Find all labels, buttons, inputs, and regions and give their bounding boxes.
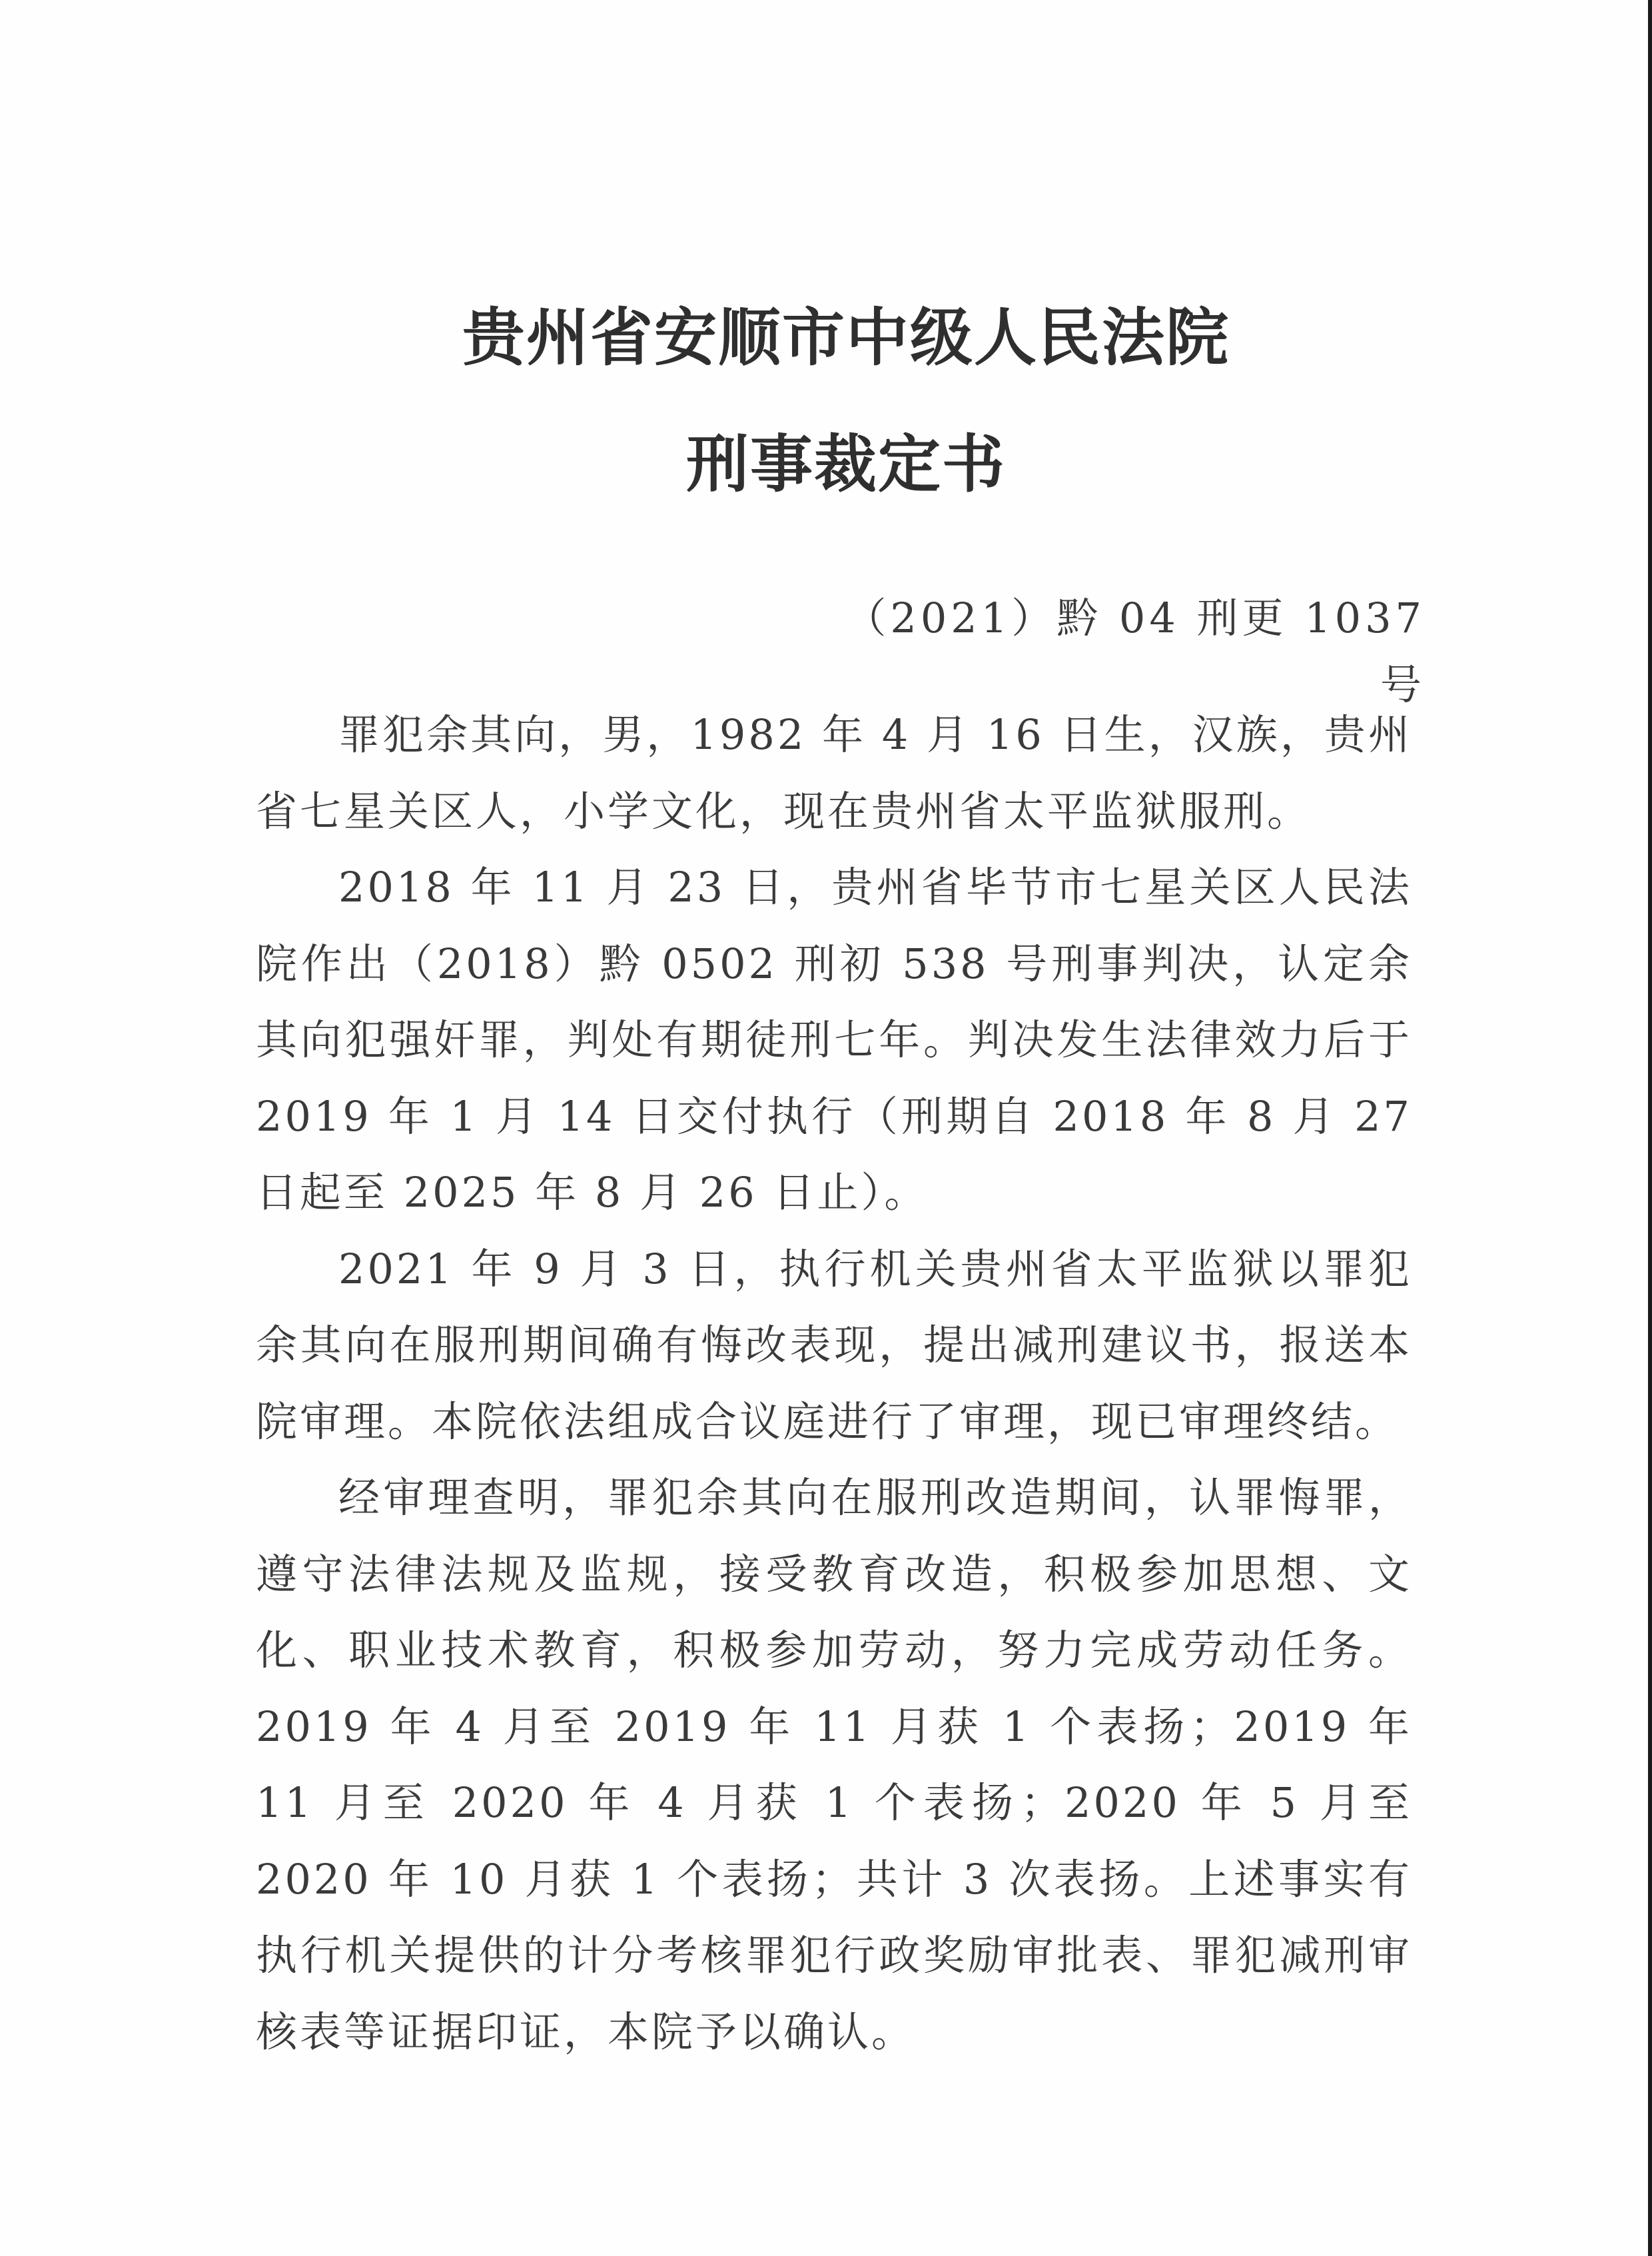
document-body [256, 697, 1412, 2070]
paragraph-findings: 经审理查明，罪犯余其向在服刑改造期间，认罪悔罪，遵守法律法规及监规，接受教育改造，积极参加思想、文化、职业技术教育，积极参加劳动，努力完成劳动任务。2019 年 4 月至 2019 年 11 月获 1 个表扬；2019 年 11 月至 2020 年 4 月获 1 个表扬；2020 年 5 月至 2020 年 10 月获 1 个表扬；共计 3 次表扬。上述事实有执行机关提供的计分考核罪犯行政奖励审批表、罪犯减刑审核表等证据印证，本院予以确认。 [256, 1473, 1412, 2056]
document-type-title: 刑事裁定书 [685, 428, 1006, 501]
paragraph-commutation-proposal: 2021 年 9 月 3 日，执行机关贵州省太平监狱以罪犯余其向在服刑期间确有悔改表现，提出减刑建议书，报送本院审理。本院依法组成合议庭进行了审理，现已审理终结。 [256, 1244, 1412, 1446]
paragraph-original-judgment: 2018 年 11 月 23 日，贵州省毕节市七星关区人民法院作出（2018）黔 0502 刑初 538 号刑事判决，认定余其向犯强奸罪，判处有期徒刑七年。判决发生法律效力后于 2019 年 1 月 14 日交付执行（刑期自 2018 年 8 月 27 日起至 2025 年 8 月 26 日止）。 [256, 863, 1412, 1217]
case-number: （2021）黔 04 刑更 1037 号 [845, 594, 1426, 709]
paragraph-defendant-info: 罪犯余其向，男，1982 年 4 月 16 日生，汉族，贵州省七星关区人，小学文化，现在贵州省太平监狱服刑。 [256, 710, 1412, 836]
court-name: 贵州省安顺市中级人民法院 [462, 302, 1230, 374]
